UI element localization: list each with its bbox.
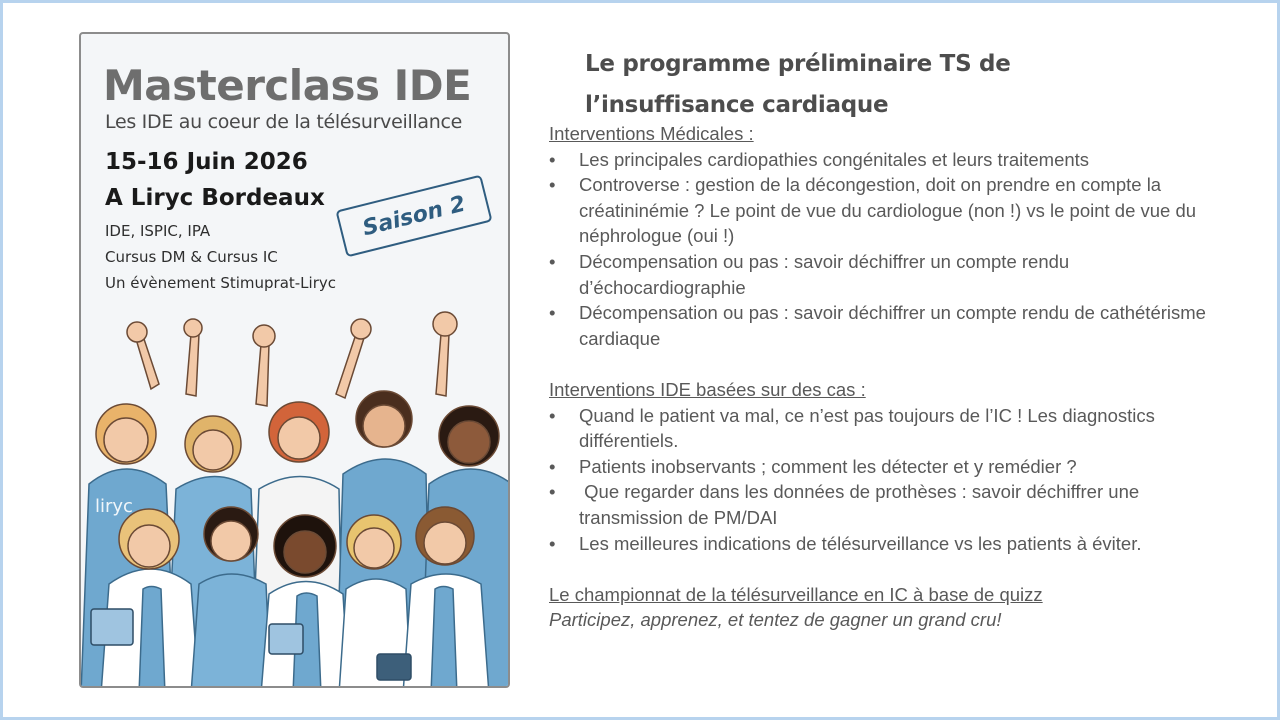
program-content (549, 121, 1229, 633)
season-stamp-label: Saison 2 (359, 191, 468, 241)
slide-heading-line1: Le programme préliminaire TS de (585, 51, 1011, 77)
section-medical-list (549, 147, 1229, 352)
tablet-icon (91, 609, 133, 645)
list-item: • Controverse : gestion de la décongestion, doit on prendre en compte la créatininémie ? Le point de vue du cardiologue (non !) vs le point de vue du néphrologue (oui !) (549, 172, 1229, 249)
list-item: • Patients inobservants ; comment les détecter et y remédier ? (549, 454, 1229, 480)
poster-organizer: Un évènement Stimuprat-Liryc (105, 274, 336, 292)
nurses-illustration (81, 284, 510, 688)
section-ide-list (549, 403, 1229, 557)
list-item: • Décompensation ou pas : savoir déchiffrer un compte rendu d’échocardiographie (549, 249, 1229, 300)
list-item: • Les meilleures indications de télésurveillance vs les patients à éviter. (549, 531, 1229, 557)
poster-date: 15-16 Juin 2026 (105, 149, 308, 175)
poster-cursus: Cursus DM & Cursus IC (105, 248, 278, 266)
liryc-logo: liryc (95, 496, 133, 517)
slide-heading-line2: l’insuffisance cardiaque (585, 92, 889, 118)
list-item: • Décompensation ou pas : savoir déchiffrer un compte rendu de cathétérisme cardiaque (549, 300, 1229, 351)
event-poster (79, 32, 510, 688)
slide-heading (585, 44, 1011, 126)
poster-place: A Liryc Bordeaux (105, 185, 325, 211)
section-ide-title: Interventions IDE basées sur des cas : (549, 378, 866, 400)
poster-subtitle: Les IDE au coeur de la télésurveillance (105, 111, 463, 133)
list-item: • Que regarder dans les données de prothèses : savoir déchiffrer une transmission de PM/DAI (549, 479, 1229, 530)
raised-hand-icon (127, 322, 147, 342)
section-medical-title: Interventions Médicales : (549, 123, 754, 144)
list-item: • Les principales cardiopathies congénitales et leurs traitements (549, 147, 1229, 173)
season-stamp (335, 175, 492, 258)
section-quiz-title: Le championnat de la télésurveillance en IC à base de quizz (549, 583, 1043, 605)
quiz-tagline: Participez, apprenez, et tentez de gagner un grand cru! (549, 609, 1002, 631)
poster-audience: IDE, ISPIC, IPA (105, 222, 211, 240)
poster-title: Masterclass IDE (103, 61, 472, 110)
list-item: • Quand le patient va mal, ce n’est pas toujours de l’IC ! Les diagnostics différentiels. (549, 403, 1229, 454)
